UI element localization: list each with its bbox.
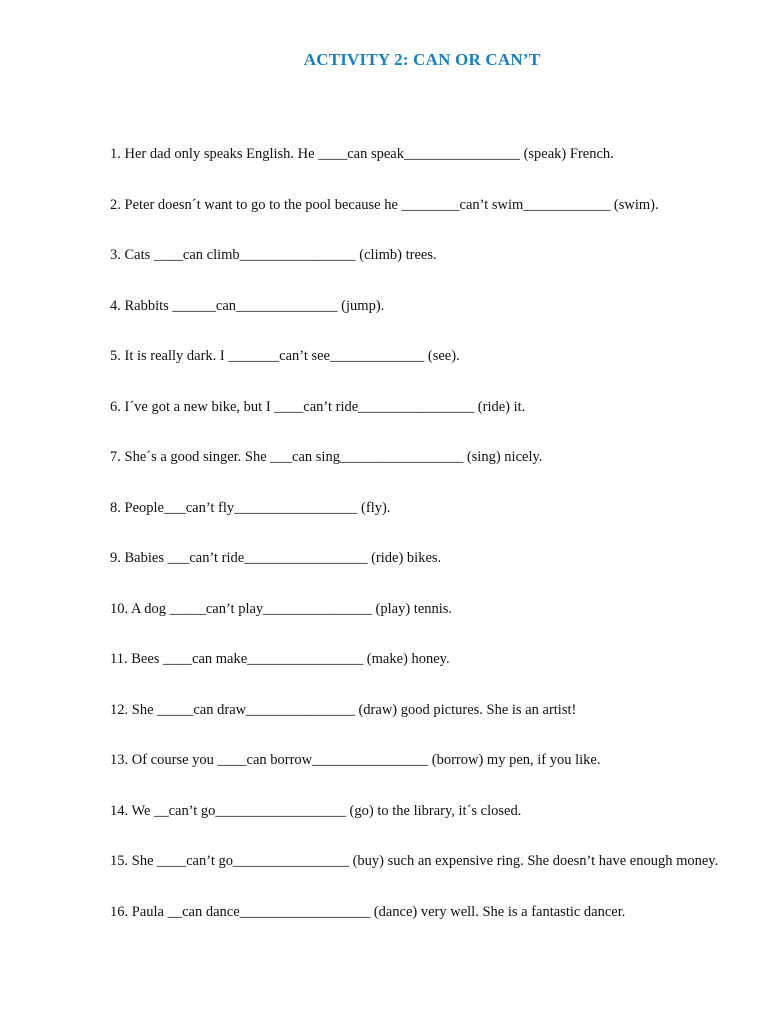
exercise-item-2: 2. Peter doesn´t want to go to the pool because he ________can’t swim____________ (swim). [110,196,659,213]
exercise-item-14: 14. We __can’t go__________________ (go) to the library, it´s closed. [110,802,522,819]
exercise-item-15: 15. She ____can’t go________________ (buy) such an expensive ring. She doesn’t have enough money. [110,853,719,869]
exercise-item-10: 10. A dog _____can’t play_______________ (play) tennis. [110,600,453,617]
exercise-item-8: 8. People___can’t fly_________________ (fly). [110,499,391,516]
exercise-item-3: 3. Cats ____can climb________________ (climb) trees. [110,247,437,263]
exercise-item-4: 4. Rabbits ______can______________ (jump). [110,297,385,314]
exercise-item-16: 16. Paula __can dance__________________ (dance) very well. She is a fantastic dancer. [110,903,626,920]
exercise-item-1: 1. Her dad only speaks English. He ____can speak________________ (speak) French. [110,146,614,162]
exercise-item-7: 7. She´s a good singer. She ___can sing_________________ (sing) nicely. [110,449,543,465]
exercise-item-9: 9. Babies ___can’t ride_________________ (ride) bikes. [110,550,442,566]
exercise-item-11: 11. Bees ____can make________________ (make) honey. [110,651,450,667]
exercise-item-6: 6. I´ve got a new bike, but I ____can’t ride________________ (ride) it. [110,398,526,415]
worksheet-title: ACTIVITY 2: CAN OR CAN’T [303,50,541,69]
exercise-list [110,138,730,946]
exercise-item-12: 12. She _____can draw_______________ (draw) good pictures. She is an artist! [110,701,577,718]
exercise-item-5: 5. It is really dark. I _______can’t see_____________ (see). [110,348,460,364]
exercise-item-13: 13. Of course you ____can borrow________________ (borrow) my pen, if you like. [110,752,601,768]
